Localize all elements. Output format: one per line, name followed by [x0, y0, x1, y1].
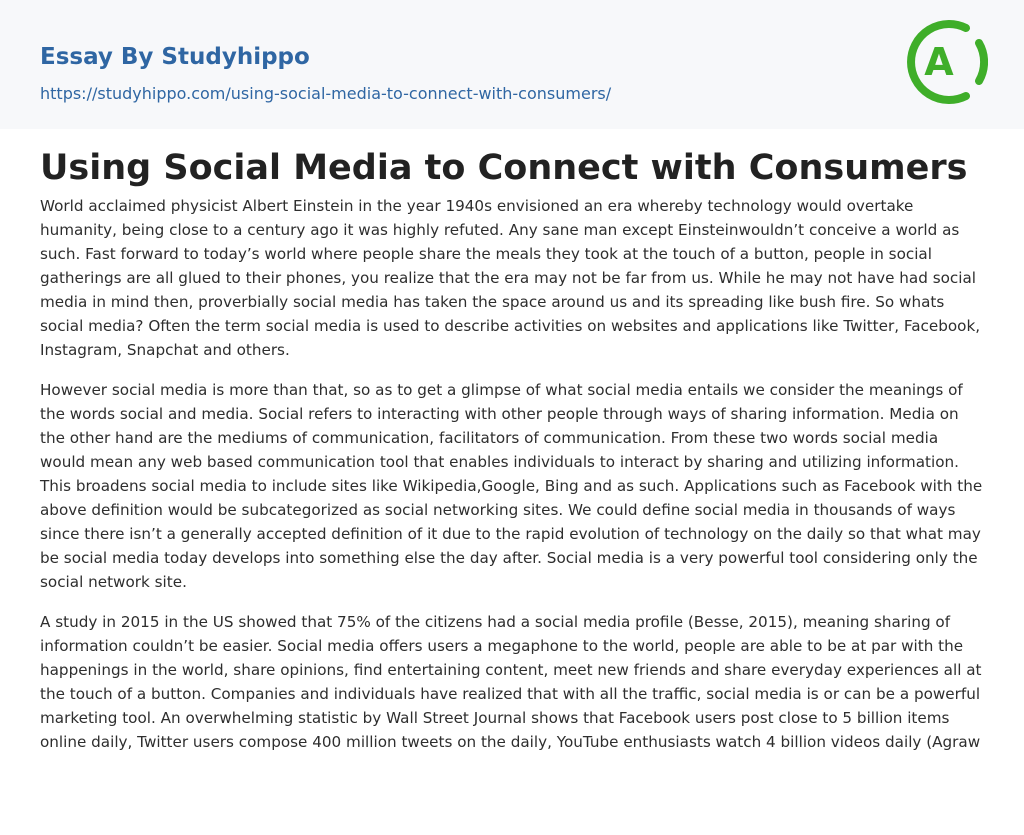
article-body [40, 194, 984, 770]
article-paragraph-2: However social media is more than that, so as to get a glimpse of what social media entails we consider the meanings of the words social and media. Social refers to interacting with other people through ways of sharing information. Media on the other hand are the mediums of communication, facilitators of communication. From these two words social media would mean any web based communication tool that enables individuals to interact by sharing and utilizing information. This broadens social media to include sites like Wikipedia,Google, Bing and as such. Applications such as Facebook with the above definition would be subcategorized as social networking sites. We could define social media in thousands of ways since there isn’t a generally accepted definition of it due to the rapid evolution of technology on the daily so that what may be social media today develops into something else the day after. Social media is a very powerful tool considering only the social network site. [40, 381, 983, 591]
studyhippo-logo-icon[interactable] [902, 18, 988, 106]
site-brand[interactable]: Essay By Studyhippo [40, 44, 310, 70]
logo-letter: A [924, 40, 954, 84]
page-url-link[interactable]: https://studyhippo.com/using-social-media-to-connect-with-consumers/ [40, 84, 612, 103]
article-paragraph-3: A study in 2015 in the US showed that 75% of the citizens had a social media profile (Besse, 2015), meaning sharing of information couldn’t be easier. Social media offers users a megaphone to the world, people are able to be at par with the happenings in the world, share opinions, find entertaining content, meet new friends and share everyday experiences all at the touch of a button. Companies and individuals have realized that with all the traffic, social media is or can be a powerful marketing tool. An overwhelming statistic by Wall Street Journal shows that Facebook users post close to 5 billion items online daily, Twitter users compose 400 million tweets on the daily, YouTube enthusiasts watch 4 billion videos daily (Agraw [40, 613, 982, 751]
article-paragraph-1: World acclaimed physicist Albert Einstein in the year 1940s envisioned an era whereby technology would overtake humanity, being close to a century ago it was highly refuted. Any sane man except Einsteinwouldn’t conceive a world as such. Fast forward to today’s world where people share the meals they took at the touch of a button, people in social gatherings are all glued to their phones, you realize that the era may not be far from us. While he may not have had social media in mind then, proverbially social media has taken the space around us and its spreading like bush fire. So whats social media? Often the term social media is used to describe activities on websites and applications like Twitter, Facebook, Instagram, Snapchat and others. [40, 197, 981, 359]
site-header [0, 0, 1024, 129]
article-title: Using Social Media to Connect with Consumers [40, 148, 968, 188]
